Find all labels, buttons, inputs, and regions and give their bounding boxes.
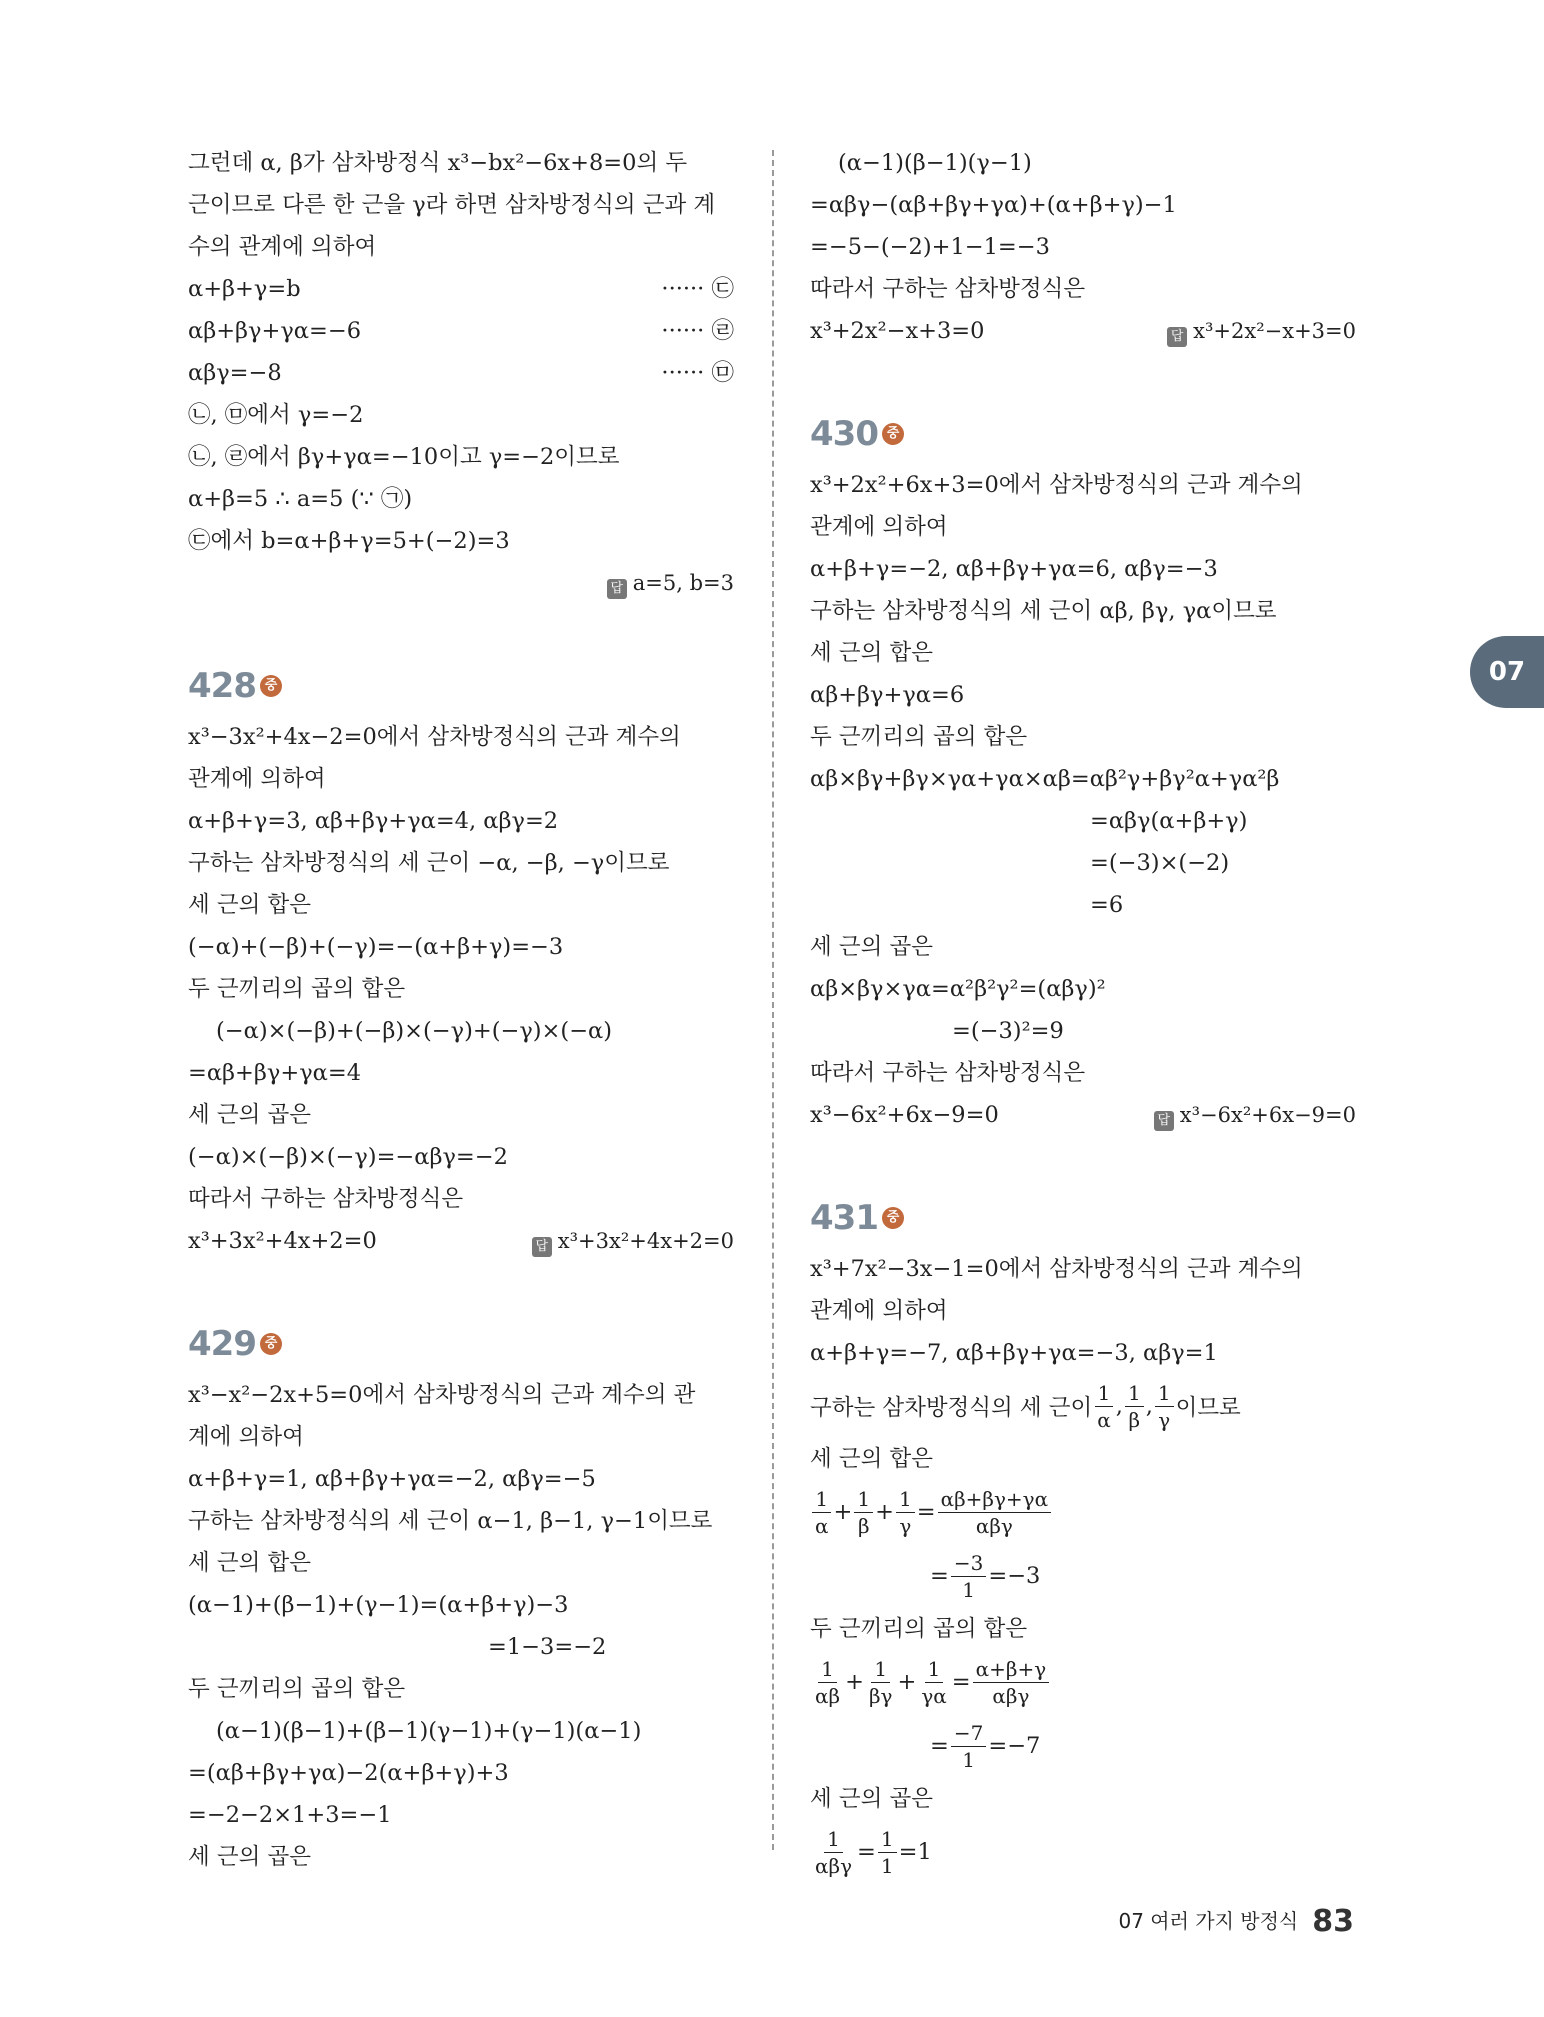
text-line: (−α)+(−β)+(−γ)=−(α+β+γ)=−3	[188, 934, 564, 960]
difficulty-badge: 중	[260, 675, 282, 697]
final-equation: x³+3x²+4x+2=0 답 x³+3x²+4x+2=0	[188, 1220, 734, 1262]
answer-icon: 답	[1167, 327, 1187, 347]
text-line: 따라서 구하는 삼차방정식은	[810, 1060, 1086, 1086]
problem-number: 430	[810, 414, 878, 454]
final-equation: x³+2x²−x+3=0 답 x³+2x²−x+3=0	[810, 310, 1356, 352]
text-line: (α−1)(β−1)+(β−1)(γ−1)+(γ−1)(α−1)	[216, 1718, 642, 1744]
text-line: 계에 의하여	[188, 1424, 304, 1450]
fraction: $\frac{1}{\alpha}$	[1094, 1380, 1114, 1433]
page-number: 83	[1312, 1904, 1354, 1939]
text-line: 근이므로 다른 한 근을 γ라 하면 삼차방정식의 근과 계	[188, 192, 716, 218]
text-line: 따라서 구하는 삼차방정식은	[188, 1186, 464, 1212]
difficulty-badge: 중	[260, 1333, 282, 1355]
equation-line: αβ+βγ+γα=−6 ······ ㉣	[188, 310, 734, 352]
text-line: ㉡, ㉤에서 γ=−2	[188, 402, 364, 428]
text-line: x³−x²−2x+5=0에서 삼차방정식의 근과 계수의 관	[188, 1382, 696, 1408]
text-line: 세 근의 합은	[810, 640, 933, 666]
difficulty-badge: 중	[882, 423, 904, 445]
final-equation: x³−6x²+6x−9=0 답 x³−6x²+6x−9=0	[810, 1094, 1356, 1136]
text-line: α+β+γ=−2, αβ+βγ+γα=6, αβγ=−3	[810, 556, 1218, 582]
fraction-equation: = $\frac{-7}{1}$ =−7	[930, 1720, 1041, 1772]
text-line: =−2−2×1+3=−1	[188, 1802, 392, 1828]
text-line: =1−3=−2	[488, 1634, 607, 1660]
text-line: 세 근의 곱은	[188, 1102, 311, 1128]
text-line: αβ×βγ+βγ×γα+γα×αβ=αβ²γ+βγ²α+γα²β	[810, 766, 1280, 792]
problem-number: 429	[188, 1324, 256, 1364]
text-line: α+β+γ=−7, αβ+βγ+γα=−3, αβγ=1	[810, 1340, 1218, 1366]
footer-title: 07 여러 가지 방정식	[1118, 1909, 1299, 1933]
text-line: (α−1)+(β−1)+(γ−1)=(α+β+γ)−3	[188, 1592, 569, 1618]
text-line: =(−3)²=9	[952, 1018, 1064, 1044]
left-column	[188, 142, 734, 1878]
text-line: 세 근의 곱은	[810, 934, 933, 960]
problem-header	[188, 1314, 734, 1374]
text-line: x³−3x²+4x−2=0에서 삼차방정식의 근과 계수의	[188, 724, 681, 750]
difficulty-badge: 중	[882, 1207, 904, 1229]
text-line: =−5−(−2)+1−1=−3	[810, 234, 1050, 260]
text-line: 구하는 삼차방정식의 세 근이 −α, −β, −γ이므로	[188, 850, 670, 876]
chapter-tab: 07	[1470, 636, 1544, 708]
text-line: =αβ+βγ+γα=4	[188, 1060, 362, 1086]
text-line: 구하는 삼차방정식의 세 근이 αβ, βγ, γα이므로	[810, 598, 1277, 624]
equation-line: αβγ=−8 ······ ㉤	[188, 352, 734, 394]
text-line: =αβγ−(αβ+βγ+γα)+(α+β+γ)−1	[810, 192, 1177, 218]
text-line: 수의 관계에 의하여	[188, 234, 377, 260]
answer: 답 x³−6x²+6x−9=0	[1154, 1094, 1356, 1136]
fraction-equation: $\frac{1}{\alpha}$ + $\frac{1}{\beta}$ + $\frac{1}{\gamma}$ = $\frac{\alpha\beta+\beta\gamma+\gamma\alpha}{\text{αβγ}}$	[810, 1480, 1356, 1544]
text-line: 구하는 삼차방정식의 세 근이 α−1, β−1, γ−1이므로	[188, 1508, 713, 1534]
text-line: (α−1)(β−1)(γ−1)	[838, 150, 1032, 176]
text-line: x³+7x²−3x−1=0에서 삼차방정식의 근과 계수의	[810, 1256, 1303, 1282]
right-column	[810, 142, 1356, 1884]
problem-header	[810, 404, 1356, 464]
text-line: 세 근의 합은	[188, 1550, 311, 1576]
text-line: 세 근의 곱은	[810, 1786, 933, 1812]
page-footer	[1118, 1904, 1354, 1939]
column-divider	[772, 150, 774, 1850]
answer-icon: 답	[1154, 1111, 1174, 1131]
text-line: α+β=5 ∴ a=5 (∵ ㉠)	[188, 486, 413, 512]
text-line: =αβγ(α+β+γ)	[1090, 808, 1248, 834]
text-line: 관계에 의하여	[810, 514, 948, 540]
text-line: ㉢에서 b=α+β+γ=5+(−2)=3	[188, 528, 510, 554]
text-line: αβ×βγ×γα=α²β²γ²=(αβγ)²	[810, 976, 1106, 1002]
answer: 답 a=5, b=3	[607, 562, 734, 604]
text-line: x³+2x²+6x+3=0에서 삼차방정식의 근과 계수의	[810, 472, 1303, 498]
equation-marker: ······ ㉢	[661, 276, 734, 302]
text-line: ㉡, ㉣에서 βγ+γα=−10이고 γ=−2이므로	[188, 444, 620, 470]
text-line: 관계에 의하여	[810, 1298, 948, 1324]
fraction-equation: $\frac{1}{\text{αβγ}}$ = $\frac{1}{1}$ =1	[815, 1826, 932, 1878]
roots-line: 구하는 삼차방정식의 세 근이 $\frac{1}{\alpha}$ , $\frac{1}{\beta}$ , $\frac{1}{\gamma}$ 이므로	[810, 1380, 1241, 1432]
text-line: =(−3)×(−2)	[1090, 850, 1230, 876]
text-line: 관계에 의하여	[188, 766, 326, 792]
problem-header	[188, 656, 734, 716]
text-line: α+β+γ=3, αβ+βγ+γα=4, αβγ=2	[188, 808, 559, 834]
answer-icon: 답	[607, 579, 627, 599]
answer-icon: 답	[532, 1237, 552, 1257]
problem-number: 428	[188, 666, 256, 706]
text-line: (−α)×(−β)+(−β)×(−γ)+(−γ)×(−α)	[216, 1018, 613, 1044]
problem-header	[810, 1188, 1356, 1248]
equation-marker: ······ ㉣	[661, 318, 734, 344]
text-line: 세 근의 합은	[188, 892, 311, 918]
text-line: 그런데 α, β가 삼차방정식 x³−bx²−6x+8=0의 두	[188, 150, 688, 176]
text-line: 두 근끼리의 곱의 합은	[810, 1616, 1028, 1642]
fraction-equation: $\frac{1}{\alpha\beta}$ + $\frac{1}{\beta\gamma}$ + $\frac{1}{\gamma\alpha}$ = $\frac{\alpha+\beta+\gamma}{\text{αβγ}}$	[810, 1650, 1356, 1714]
text-line: (−α)×(−β)×(−γ)=−αβγ=−2	[188, 1144, 508, 1170]
equation-marker: ······ ㉤	[661, 360, 734, 386]
fraction-equation: = $\frac{-3}{1}$ =−3	[930, 1550, 1041, 1602]
text-line: 두 근끼리의 곱의 합은	[810, 724, 1028, 750]
fraction: $\frac{1}{\beta}$	[1125, 1380, 1144, 1433]
text-line: 두 근끼리의 곱의 합은	[188, 1676, 406, 1702]
text-line: =6	[1090, 892, 1124, 918]
text-line: 세 근의 합은	[810, 1446, 933, 1472]
equation-line: α+β+γ=b ······ ㉢	[188, 268, 734, 310]
text-line: α+β+γ=1, αβ+βγ+γα=−2, αβγ=−5	[188, 1466, 596, 1492]
text-line: 따라서 구하는 삼차방정식은	[810, 276, 1086, 302]
text-line: 두 근끼리의 곱의 합은	[188, 976, 406, 1002]
text-line: 세 근의 곱은	[188, 1844, 311, 1870]
fraction: $\frac{1}{\gamma}$	[1155, 1380, 1174, 1433]
text-line: αβ+βγ+γα=6	[810, 682, 965, 708]
text-line: =(αβ+βγ+γα)−2(α+β+γ)+3	[188, 1760, 509, 1786]
problem-number: 431	[810, 1198, 878, 1238]
answer: 답 x³+2x²−x+3=0	[1167, 310, 1356, 352]
answer: 답 x³+3x²+4x+2=0	[532, 1220, 734, 1262]
answer-line	[188, 562, 734, 604]
